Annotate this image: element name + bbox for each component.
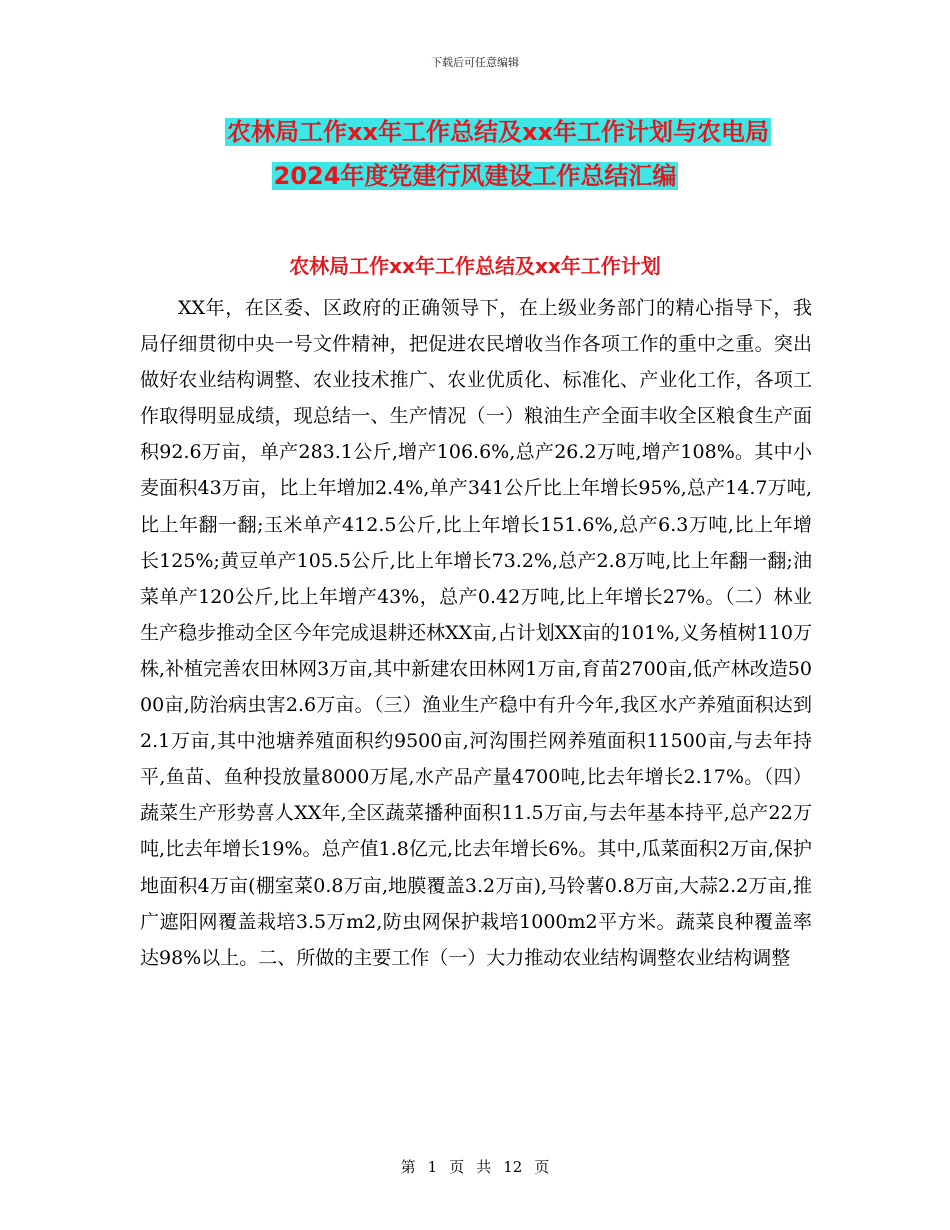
footer-total-prefix: 共 xyxy=(476,1158,492,1176)
header-note: 下载后可任意编辑 xyxy=(431,56,519,69)
footer-page-prefix: 第 xyxy=(400,1158,416,1176)
footer-total-pages: 12 xyxy=(503,1158,523,1176)
document-title-line-2-text: 2024年度党建行风建设工作总结汇编 xyxy=(273,162,677,190)
footer-total-suffix: 页 xyxy=(534,1158,550,1176)
document-title xyxy=(0,110,950,198)
page-footer xyxy=(0,1156,950,1177)
section-title: 农林局工作xx年工作总结及xx年工作计划 xyxy=(289,254,661,278)
document-title-line-1-text: 农林局工作xx年工作总结及xx年工作计划与农电局 xyxy=(227,118,769,146)
footer-page-mid: 页 xyxy=(449,1158,465,1176)
footer-page-number: 1 xyxy=(427,1158,438,1176)
document-title-line-2 xyxy=(0,154,950,198)
body-paragraph: XX年，在区委、区政府的正确领导下，在上级业务部门的精心指导下，我局仔细贯彻中央一号文件精神，把促进农民增收当作各项工作的重中之重。突出做好农业结构调整、农业技术推广、农业优质化、标准化、产业化工作，各项工作取得明显成绩，现总结一、生产情况（一）粮油生产全面丰收全区粮食生产面积92.6万亩，单产283.1公斤,增产106.6%,总产26.2万吨,增产108%。其中小麦面积43万亩，比上年增加2.4%,单产341公斤比上年增长95%,总产14.7万吨,比上年翻一翻;玉米单产412.5公斤,比上年增长151.6%,总产6.3万吨,比上年增长125%;黄豆单产105.5公斤,比上年增长73.2%,总产2.8万吨,比上年翻一翻;油菜单产120公斤,比上年增产43%，总产0.42万吨,比上年增长27%。（二）林业生产稳步推动全区今年完成退耕还林XX亩,占计划XX亩的101%,义务植树110万株,补植完善农田林网3万亩,其中新建农田林网1万亩,育苗2700亩,低产林改造5000亩,防治病虫害2.6万亩。（三）渔业生产稳中有升今年,我区水产养殖面积达到2.1万亩,其中池塘养殖面积约9500亩,河沟围拦网养殖面积11500亩,与去年持平,鱼苗、鱼种投放量8000万尾,水产品产量4700吨,比去年增长2.17%。（四）蔬菜生产形势喜人XX年,全区蔬菜播种面积11.5万亩,与去年基本持平,总产22万吨,比去年增长19%。总产值1.8亿元,比去年增长6%。其中,瓜菜面积2万亩,保护地面积4万亩(棚室菜0.8万亩,地膜覆盖3.2万亩),马铃薯0.8万亩,大蒜2.2万亩,推广遮阳网覆盖栽培3.5万m2,防虫网保护栽培1000m2平方米。蔬菜良种覆盖率达98%以上。二、所做的主要工作（一）大力推动农业结构调整农业结构调整 xyxy=(140,297,812,969)
document-title-line-1 xyxy=(0,110,950,154)
